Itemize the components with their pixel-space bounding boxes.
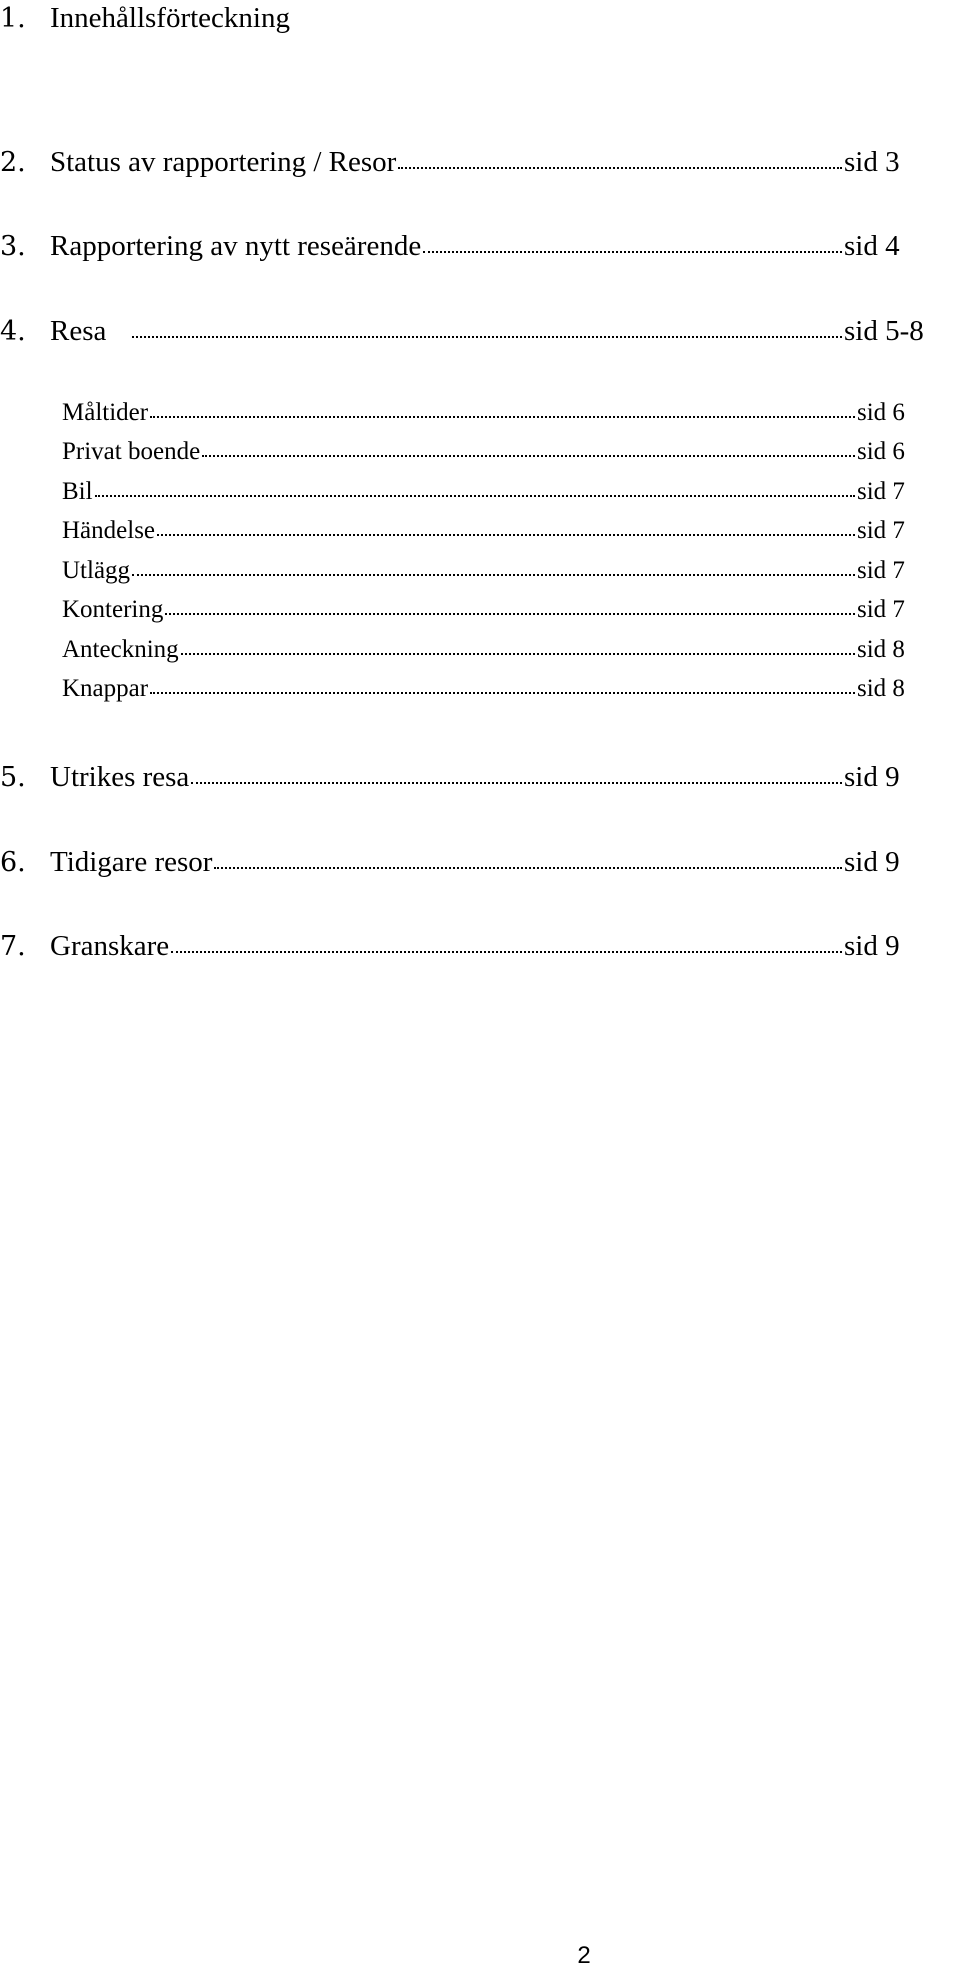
dot-leader — [181, 653, 855, 655]
toc-subentry-title: Utlägg — [62, 557, 131, 584]
dot-leader — [95, 495, 855, 497]
dot-leader — [191, 782, 842, 784]
toc-subentry-page: sid 7 — [857, 517, 905, 544]
toc-entry-number: 2. — [0, 147, 26, 178]
toc-subentry-anteckning — [62, 632, 930, 668]
toc-entry-title: Tidigare resor — [50, 846, 213, 878]
toc-subentry-title: Anteckning — [62, 636, 179, 663]
toc-subentry-title: Privat boende — [62, 438, 201, 465]
toc-entry-title: Status av rapportering / Resor — [50, 146, 397, 178]
toc-entry-number: 4. — [0, 316, 26, 347]
toc-entry-status — [0, 142, 930, 183]
dot-leader — [214, 867, 842, 869]
toc-subentry-title: Bil — [62, 478, 93, 505]
toc-entry-tidigare-resor — [0, 842, 930, 883]
toc-entry-utrikes-resa — [0, 757, 930, 798]
toc-entry-title: Utrikes resa — [50, 761, 190, 793]
toc-heading — [0, 0, 290, 37]
toc-subentry-page: sid 6 — [857, 399, 905, 426]
dot-leader — [423, 251, 842, 253]
toc-entry-number: 7. — [0, 931, 26, 962]
dot-leader — [202, 455, 855, 457]
toc-entry-resa — [0, 311, 930, 352]
toc-entry-page: sid 5-8 — [844, 315, 924, 347]
toc-subentry-kontering — [62, 592, 930, 628]
toc-heading-number: 1. — [0, 3, 26, 34]
toc-subentry-privat-boende — [62, 434, 930, 470]
toc-subentry-knappar — [62, 671, 930, 707]
toc-subentry-utlagg — [62, 553, 930, 589]
toc-subentry-title: Knappar — [62, 675, 149, 702]
toc-entry-page: sid 9 — [844, 846, 900, 878]
dot-leader — [171, 951, 842, 953]
toc-subentry-title: Måltider — [62, 399, 149, 426]
toc-entry-number: 3. — [0, 231, 26, 262]
toc-entry-title: Granskare — [50, 930, 170, 962]
dot-leader — [132, 574, 855, 576]
dot-leader — [150, 416, 855, 418]
toc-subentry-page: sid 8 — [857, 636, 905, 663]
dot-leader — [157, 534, 855, 536]
toc-entry-page: sid 9 — [844, 930, 900, 962]
toc-subentry-title: Händelse — [62, 517, 156, 544]
toc-subentry-page: sid 6 — [857, 438, 905, 465]
toc-subentry-bil — [62, 474, 930, 510]
toc-subentry-maltider — [62, 395, 930, 431]
toc-entry-number: 6. — [0, 847, 26, 878]
toc-entry-page: sid 4 — [844, 230, 900, 262]
dot-leader — [132, 336, 842, 338]
toc-entry-number: 5. — [0, 762, 26, 793]
dot-leader — [150, 692, 855, 694]
dot-leader — [398, 167, 842, 169]
toc-subentry-page: sid 7 — [857, 596, 905, 623]
toc-heading-title: Innehållsförteckning — [50, 2, 290, 34]
toc-entry-page: sid 9 — [844, 761, 900, 793]
toc-subentry-page: sid 7 — [857, 478, 905, 505]
dot-leader — [165, 613, 855, 615]
toc-entry-title: Rapportering av nytt reseärende — [50, 230, 422, 262]
toc-entry-rapportering — [0, 226, 930, 267]
toc-entry-page: sid 3 — [844, 146, 900, 178]
toc-subentry-page: sid 8 — [857, 675, 905, 702]
toc-subentry-handelse — [62, 513, 930, 549]
page-number: 2 — [577, 1942, 591, 1969]
toc-subentry-title: Kontering — [62, 596, 164, 623]
toc-subentry-page: sid 7 — [857, 557, 905, 584]
toc-entry-title: Resa — [50, 315, 107, 347]
toc-entry-granskare — [0, 926, 930, 967]
